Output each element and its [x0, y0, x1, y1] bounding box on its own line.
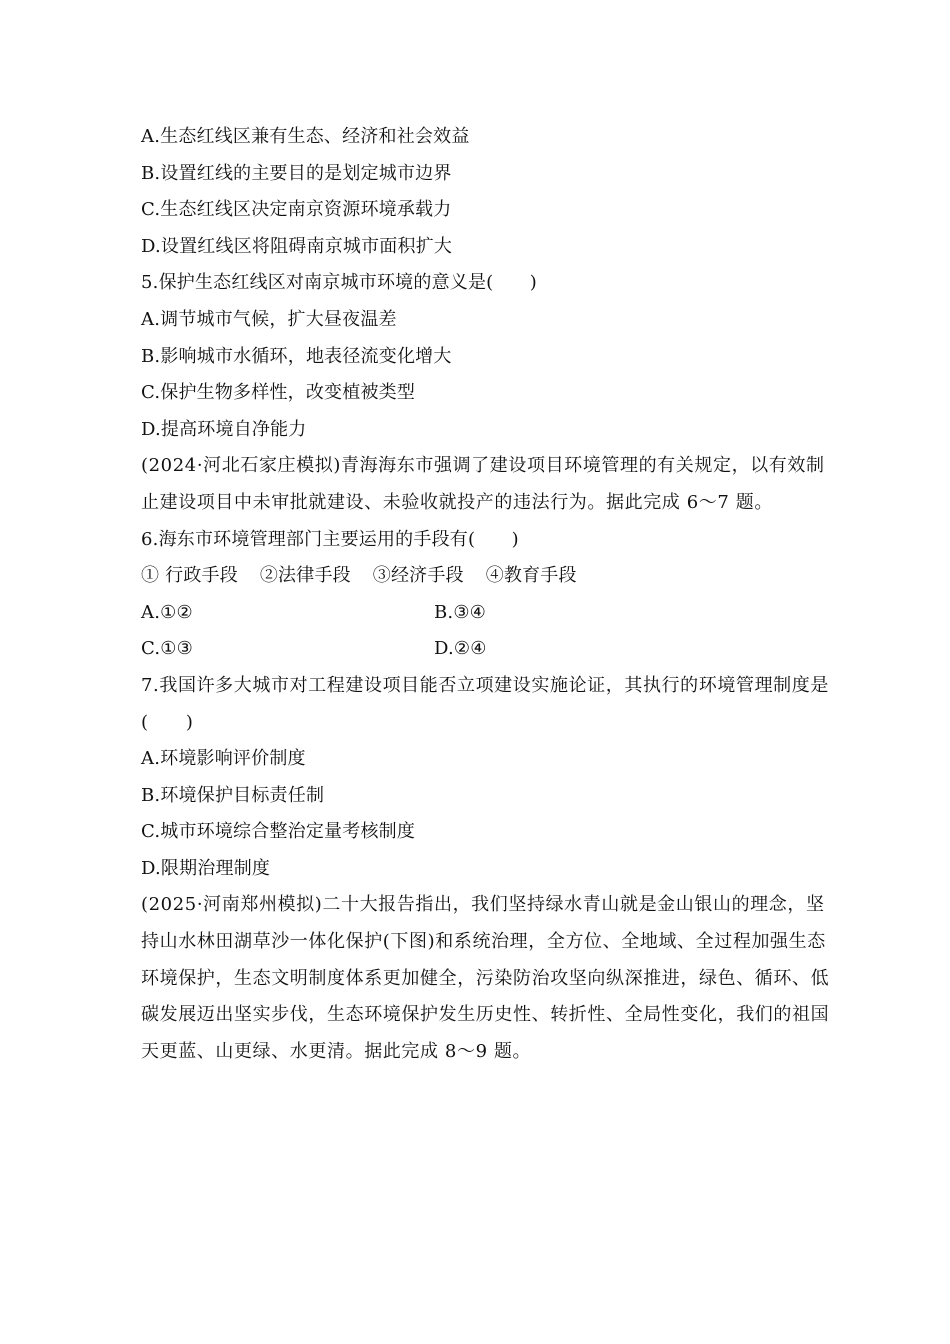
q7-option-d: D.限期治理制度 [141, 857, 271, 879]
q6-items [141, 558, 831, 595]
q6-options-row-2 [141, 631, 831, 668]
document-page [141, 119, 831, 1070]
q6-option-d: D.②④ [434, 638, 487, 660]
passage-henan: (2025·河南郑州模拟)二十大报告指出，我们坚持绿水青山就是金山银山的理念，坚持山水林田湖草沙一体化保护(下图)和系统治理，全方位、全地域、全过程加强生态环境保护，生态文明制度体系更加健全，污染防治攻坚向纵深推进，绿色、循环、低碳发展迈出坚实步伐，生态环境保护发生历史性、转折性、全局性变化，我们的祖国天更蓝、山更绿、水更清。据此完成 8～9 题。 [141, 894, 830, 1062]
q4-option-c: C.生态红线区决定南京资源环境承载力 [141, 199, 452, 221]
q6-option-a: A.①② [141, 601, 193, 623]
q7-option-b: B.环境保护目标责任制 [141, 784, 325, 806]
q6-item-3: ③经济手段 [372, 565, 464, 587]
q6-stem: 6.海东市环境管理部门主要运用的手段有( ) [141, 528, 519, 550]
q5-option-d: D.提高环境自净能力 [141, 418, 307, 440]
passage-hebei: (2024·河北石家庄模拟)青海海东市强调了建设项目环境管理的有关规定，以有效制止建设项目中未审批就建设、未验收就投产的违法行为。据此完成 6～7 题。 [141, 455, 825, 513]
q5-stem: 5.保护生态红线区对南京城市环境的意义是( ) [141, 272, 538, 294]
q4-option-a: A.生态红线区兼有生态、经济和社会效益 [141, 126, 470, 147]
q7-option-c: C.城市环境综合整治定量考核制度 [141, 821, 416, 843]
q5-option-b: B.影响城市水循环，地表径流变化增大 [141, 345, 452, 367]
q6-options-row-1 [141, 595, 831, 632]
q6-item-1: ① 行政手段 [141, 565, 238, 587]
q6-option-b: B.③④ [434, 601, 487, 623]
q4-option-d: D.设置红线区将阻碍南京城市面积扩大 [141, 235, 453, 257]
q7-option-a: A.环境影响评价制度 [141, 748, 306, 770]
q6-item-4: ④教育手段 [485, 565, 577, 587]
q5-option-c: C.保护生物多样性，改变植被类型 [141, 382, 416, 404]
q6-item-2: ②法律手段 [259, 565, 351, 587]
q6-option-c: C.①③ [141, 638, 193, 660]
q7-stem: 7.我国许多大城市对工程建设项目能否立项建设实施论证，其执行的环境管理制度是( ) [141, 674, 829, 733]
q5-option-a: A.调节城市气候，扩大昼夜温差 [141, 308, 397, 330]
q4-option-b: B.设置红线的主要目的是划定城市边界 [141, 162, 452, 184]
